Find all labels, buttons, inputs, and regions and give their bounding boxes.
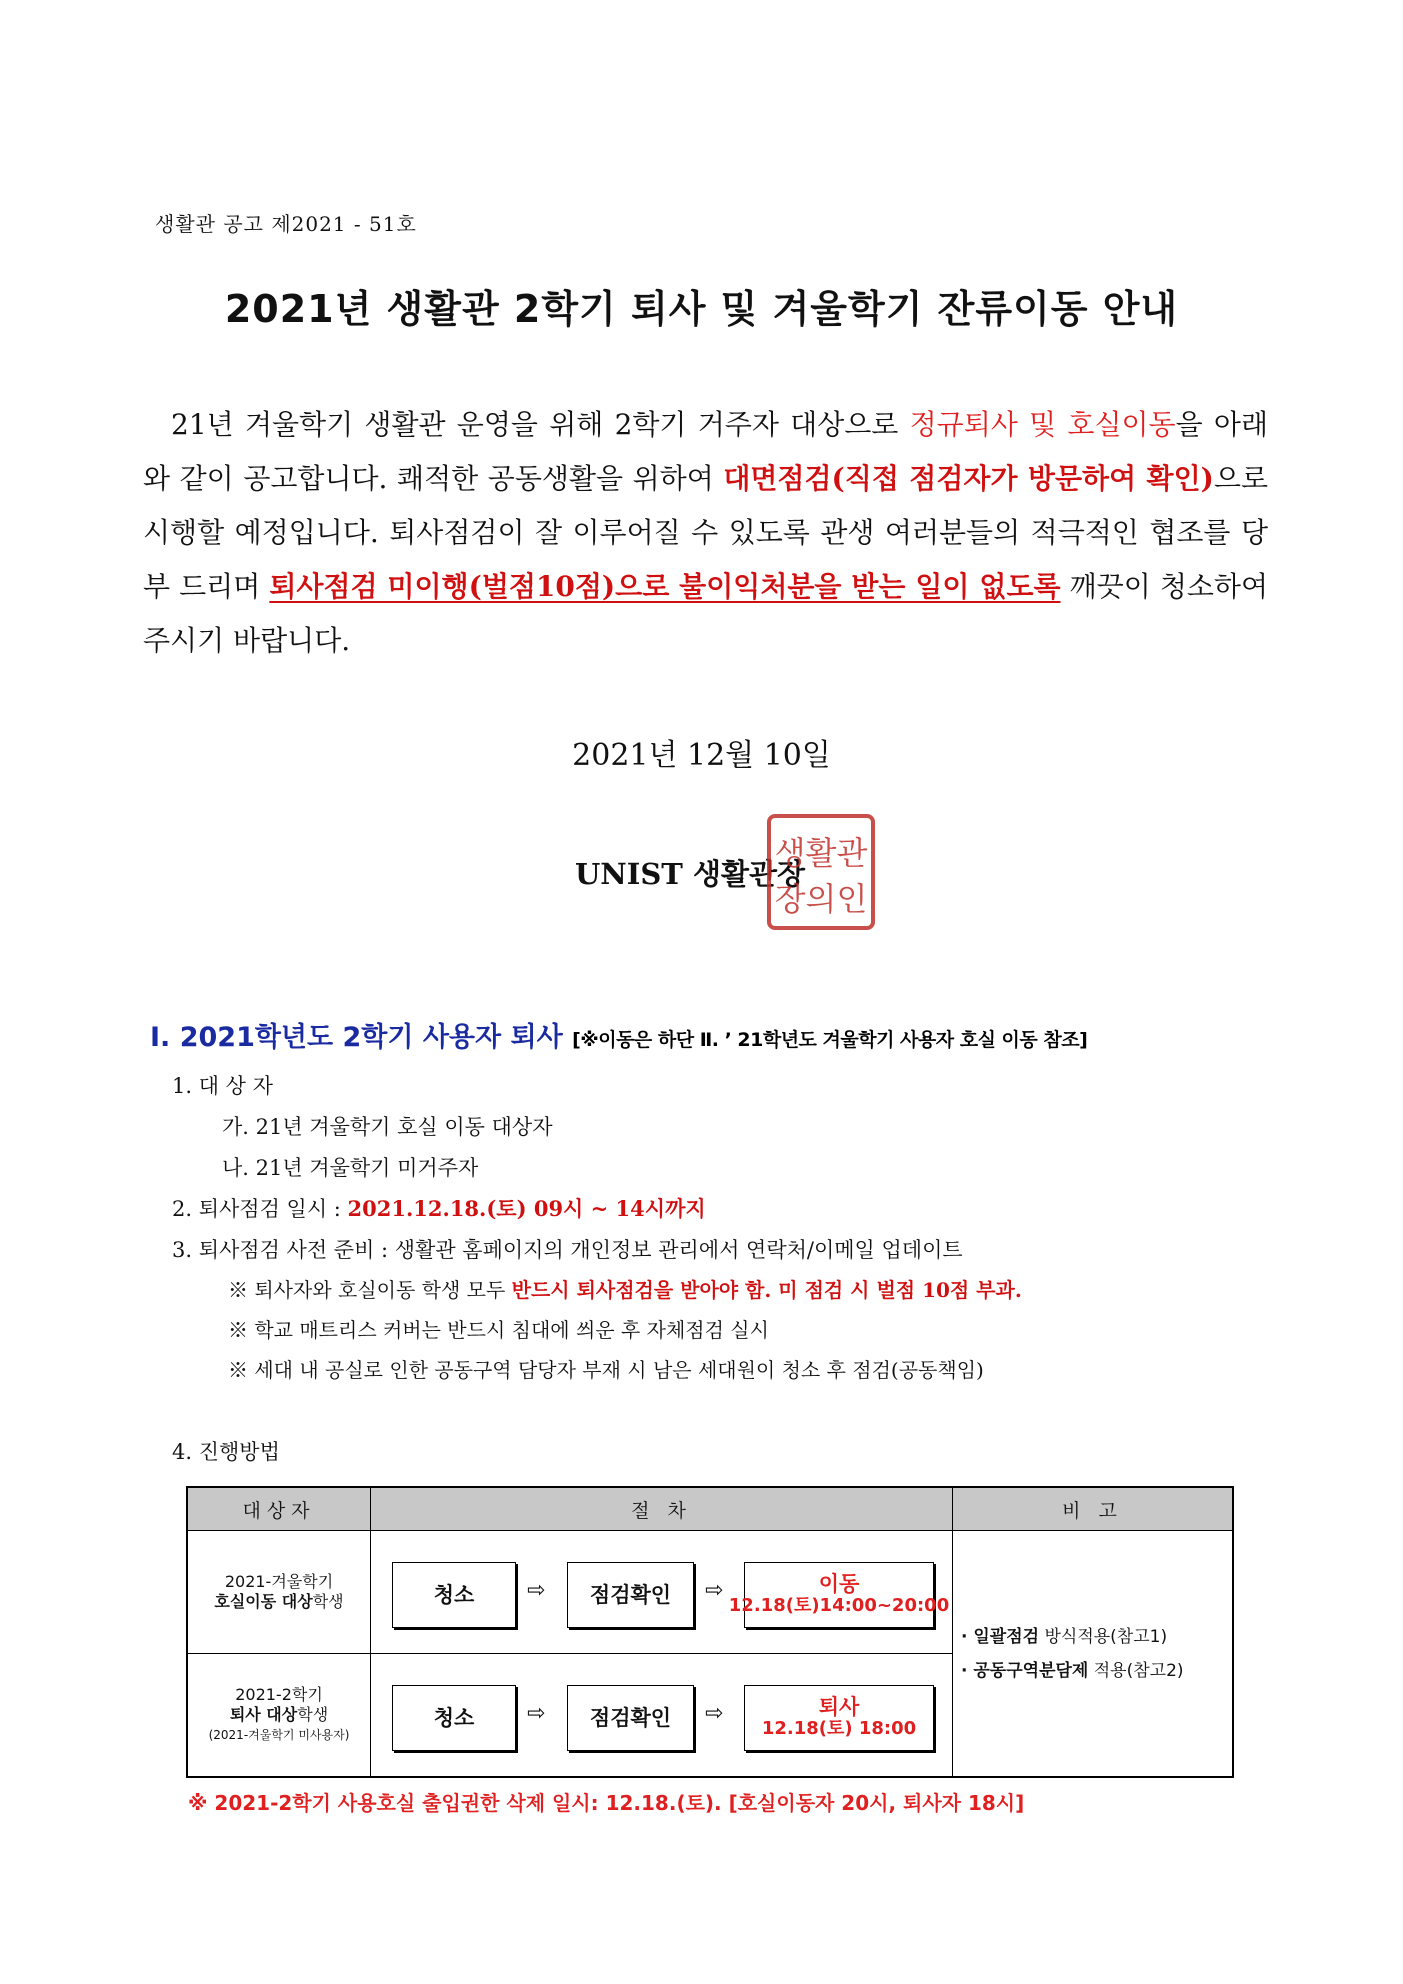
remark-1 xyxy=(961,1620,1231,1654)
row-2-target-line2 xyxy=(189,1705,369,1725)
svg-text:생활관: 생활관 xyxy=(774,834,868,872)
note-2: ※ 학교 매트리스 커버는 반드시 침대에 씌운 후 자체점검 실시 xyxy=(228,1318,769,1342)
item-2-label: 2. 퇴사점검 일시 : xyxy=(172,1197,348,1221)
row-2-target-sub: (2021-겨울학기 미사용자) xyxy=(208,1728,350,1742)
section-1-note: [※이동은 하단 Ⅱ. ’ 21학년도 겨울학기 사용자 호실 이동 참조] xyxy=(572,1029,1088,1051)
note-1-emphasis: 반드시 퇴사점검을 받아야 함. 미 점검 시 벌점 10점 부과. xyxy=(511,1278,1022,1302)
table-header-row xyxy=(187,1487,1233,1531)
item-2 xyxy=(172,1193,706,1223)
table-row xyxy=(187,1531,1233,1654)
row-2-procedure xyxy=(371,1654,953,1778)
notice-number: 생활관 공고 제2021 - 51호 xyxy=(155,212,417,236)
signature: UNIST 생활관장 xyxy=(575,857,806,891)
row-2-arrow-1-icon: ⇨ xyxy=(527,1701,546,1726)
row-2-arrow-2-icon: ⇨ xyxy=(705,1701,724,1726)
row-1-target-bold: 호실이동 대상 xyxy=(214,1592,313,1611)
intro-text-1: 21년 겨울학기 생활관 운영을 위해 2학기 거주자 대상으로 xyxy=(171,408,910,441)
intro-highlight-3: 퇴사점검 미이행(벌점10점)으로 불이익처분을 받는 일이 없도록 xyxy=(269,570,1061,603)
section-1-title: Ⅰ. 2021학년도 2학기 사용자 퇴사 xyxy=(150,1022,563,1053)
table-header-target: 대상자 xyxy=(187,1487,371,1531)
row-2-target-line1: 2021-2학기 xyxy=(235,1685,323,1704)
intro-text-3: 으로 시행할 예정입니다. 퇴사점검이 잘 이루어질 수 있도록 관생 여러분들의 적극적인 협조를 당부 드리며 xyxy=(143,462,1268,603)
row-1-step-check: 점검확인 xyxy=(567,1562,694,1628)
table-header-remarks: 비 고 xyxy=(953,1487,1234,1531)
remark-1-bold: · 일괄점검 xyxy=(961,1626,1040,1647)
row-1-step-clean: 청소 xyxy=(392,1562,516,1628)
item-2-value: 2021.12.18.(토) 09시 ~ 14시까지 xyxy=(347,1196,706,1221)
row-1-step-move xyxy=(728,1562,950,1628)
remark-2-bold: · 공동구역분담제 xyxy=(961,1660,1089,1681)
row-1-procedure xyxy=(371,1531,953,1654)
row-1-step-move-title: 이동 xyxy=(818,1572,860,1596)
note-3: ※ 세대 내 공실로 인한 공동구역 담당자 부재 시 남은 세대원이 청소 후 점검(공동책임) xyxy=(228,1358,984,1382)
intro-text-2: 을 아래와 같이 공고합니다. 쾌적한 공동생활을 위하여 xyxy=(143,408,1269,495)
intro-text-4: 깨끗이 청소하여 주시기 바랍니다. xyxy=(143,570,1269,657)
row-2-step-checkout-time: 12.18(토) 18:00 xyxy=(761,1718,917,1739)
remark-1-rest: 방식적용(참고1) xyxy=(1039,1626,1168,1647)
row-2-target xyxy=(187,1654,371,1778)
row-2-step-check: 점검확인 xyxy=(567,1685,694,1751)
item-4: 4. 진행방법 xyxy=(172,1440,280,1464)
section-1-heading xyxy=(150,1015,1087,1054)
row-1-arrow-1-icon: ⇨ xyxy=(527,1578,546,1603)
table-remarks xyxy=(953,1531,1234,1778)
row-2-target-bold: 퇴사 대상 xyxy=(229,1705,298,1724)
row-1-target-suffix: 학생 xyxy=(312,1592,344,1611)
note-1 xyxy=(228,1274,1022,1303)
table-header-procedure: 절 차 xyxy=(371,1487,953,1531)
remark-2-rest: 적용(참고2) xyxy=(1088,1660,1184,1681)
intro-paragraph xyxy=(143,398,1268,668)
row-1-arrow-2-icon: ⇨ xyxy=(705,1578,724,1603)
item-3: 3. 퇴사점검 사전 준비 : 생활관 홈페이지의 개인정보 관리에서 연락처/이메일 업데이트 xyxy=(172,1238,963,1262)
page-title: 2021년 생활관 2학기 퇴사 및 겨울학기 잔류이동 안내 xyxy=(224,287,1179,331)
row-2-target-suffix: 학생 xyxy=(297,1705,329,1724)
row-2-step-checkout xyxy=(744,1685,934,1751)
row-2-step-checkout-title: 퇴사 xyxy=(818,1695,860,1719)
row-1-flow xyxy=(372,1532,951,1652)
remark-2 xyxy=(961,1654,1231,1688)
svg-text:장의인: 장의인 xyxy=(774,880,868,918)
row-1-target-line2 xyxy=(189,1592,369,1612)
row-2-flow xyxy=(372,1655,951,1775)
row-1-target xyxy=(187,1531,371,1654)
access-deletion-note: ※ 2021-2학기 사용호실 출입권한 삭제 일시: 12.18.(토). [호실이동자 20시, 퇴사자 18시] xyxy=(188,1791,1025,1815)
intro-highlight-2: 대면점검(직접 점검자가 방문하여 확인) xyxy=(723,462,1214,495)
row-2-step-clean: 청소 xyxy=(392,1685,516,1751)
procedure-table xyxy=(186,1486,1234,1778)
item-1-b: 나. 21년 겨울학기 미거주자 xyxy=(222,1156,479,1180)
intro-highlight-1: 정규퇴사 및 호실이동 xyxy=(909,408,1176,441)
note-1-text: ※ 퇴사자와 호실이동 학생 모두 xyxy=(228,1278,512,1302)
official-seal-icon xyxy=(765,812,877,932)
item-1: 1. 대 상 자 xyxy=(172,1074,273,1098)
row-1-step-move-time: 12.18(토)14:00~20:00 xyxy=(728,1595,950,1616)
item-1-a: 가. 21년 겨울학기 호실 이동 대상자 xyxy=(222,1115,553,1139)
row-1-target-line1: 2021-겨울학기 xyxy=(224,1572,334,1591)
notice-date: 2021년 12월 10일 xyxy=(572,738,831,773)
